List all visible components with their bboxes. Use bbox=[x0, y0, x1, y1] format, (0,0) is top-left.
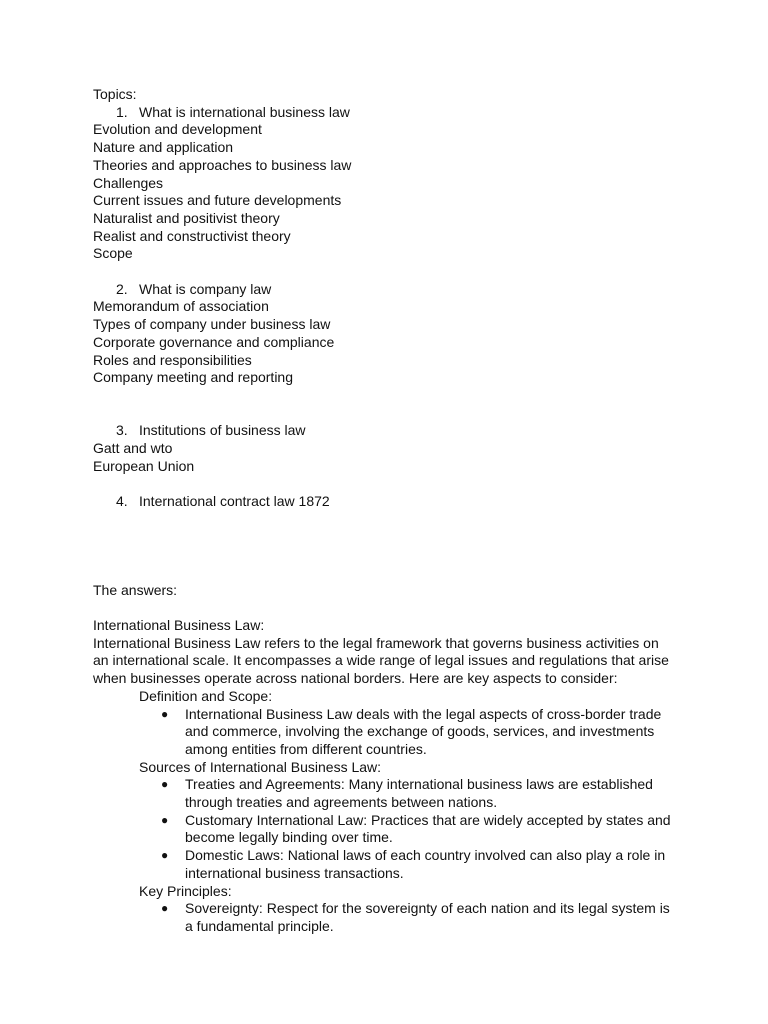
bullet-item bbox=[93, 776, 677, 811]
topic-item: Evolution and development bbox=[93, 121, 262, 138]
topic-item: Corporate governance and compliance bbox=[93, 333, 335, 350]
subsection-title: Key Principles: bbox=[139, 882, 232, 899]
topic-item: Company meeting and reporting bbox=[93, 369, 294, 386]
bullet-icon: ● bbox=[161, 848, 169, 863]
bullet-icon: ● bbox=[161, 812, 169, 827]
topic-title: International contract law 1872 bbox=[139, 493, 330, 510]
bullet-item bbox=[93, 706, 677, 759]
topic-item: Realist and constructivist theory bbox=[93, 227, 291, 244]
answers-heading: The answers: bbox=[93, 581, 178, 598]
topic-item: Challenges bbox=[93, 174, 164, 191]
topic-item: Current issues and future developments bbox=[93, 192, 342, 209]
topic-item: Naturalist and positivist theory bbox=[93, 209, 280, 226]
topic-number: 2. bbox=[116, 280, 128, 297]
topic-1-title bbox=[93, 104, 693, 122]
topic-title: What is company law bbox=[139, 280, 272, 297]
topic-item: Scope bbox=[93, 245, 133, 262]
topic-title: What is international business law bbox=[139, 103, 350, 120]
topic-item: Gatt and wto bbox=[93, 440, 173, 457]
bullet-text: Domestic Laws: National laws of each country involved can also play a role in international business transactions. bbox=[185, 847, 666, 881]
topic-item: Theories and approaches to business law bbox=[93, 156, 352, 173]
topic-3-title bbox=[93, 422, 693, 440]
document-page bbox=[93, 86, 693, 936]
bullet-item bbox=[93, 847, 677, 882]
bullet-text: Customary International Law: Practices that are widely accepted by states and become legally binding over time. bbox=[185, 811, 671, 846]
section-title: International Business Law: bbox=[93, 617, 265, 634]
subsection-title: Definition and Scope: bbox=[139, 687, 273, 704]
topic-2-title bbox=[93, 281, 693, 299]
bullet-icon: ● bbox=[161, 901, 169, 916]
bullet-icon: ● bbox=[161, 777, 169, 792]
subsection-title: Sources of International Business Law: bbox=[139, 758, 382, 775]
topic-4-title bbox=[93, 493, 693, 511]
topic-item: Types of company under business law bbox=[93, 316, 331, 333]
topic-item: European Union bbox=[93, 457, 195, 474]
topic-number: 4. bbox=[116, 493, 128, 510]
topic-item: Nature and application bbox=[93, 139, 234, 156]
topic-item: Roles and responsibilities bbox=[93, 351, 252, 368]
bullet-text: Sovereignty: Respect for the sovereignty of each nation and its legal system is a fundamental principle. bbox=[185, 900, 670, 934]
topics-heading: Topics: bbox=[93, 86, 137, 102]
intro-paragraph: International Business Law refers to the legal framework that governs business activities on an international scale. It encompasses a wide range of legal issues and regulations that arise when businesses operate across national borders. Here are key aspects to consider: bbox=[93, 634, 669, 687]
topic-item: Memorandum of association bbox=[93, 298, 269, 315]
bullet-text: Treaties and Agreements: Many international business laws are established through treaties and agreements between nations. bbox=[185, 776, 653, 811]
topic-number: 3. bbox=[116, 422, 128, 439]
topic-title: Institutions of business law bbox=[139, 422, 306, 439]
bullet-item bbox=[93, 812, 677, 847]
topic-number: 1. bbox=[116, 103, 128, 120]
bullet-text: International Business Law deals with the legal aspects of cross-border trade and commerce, involving the exchange of goods, services, and investments among entities from different countries. bbox=[185, 705, 662, 757]
bullet-icon: ● bbox=[161, 706, 169, 721]
bullet-item bbox=[93, 900, 677, 935]
